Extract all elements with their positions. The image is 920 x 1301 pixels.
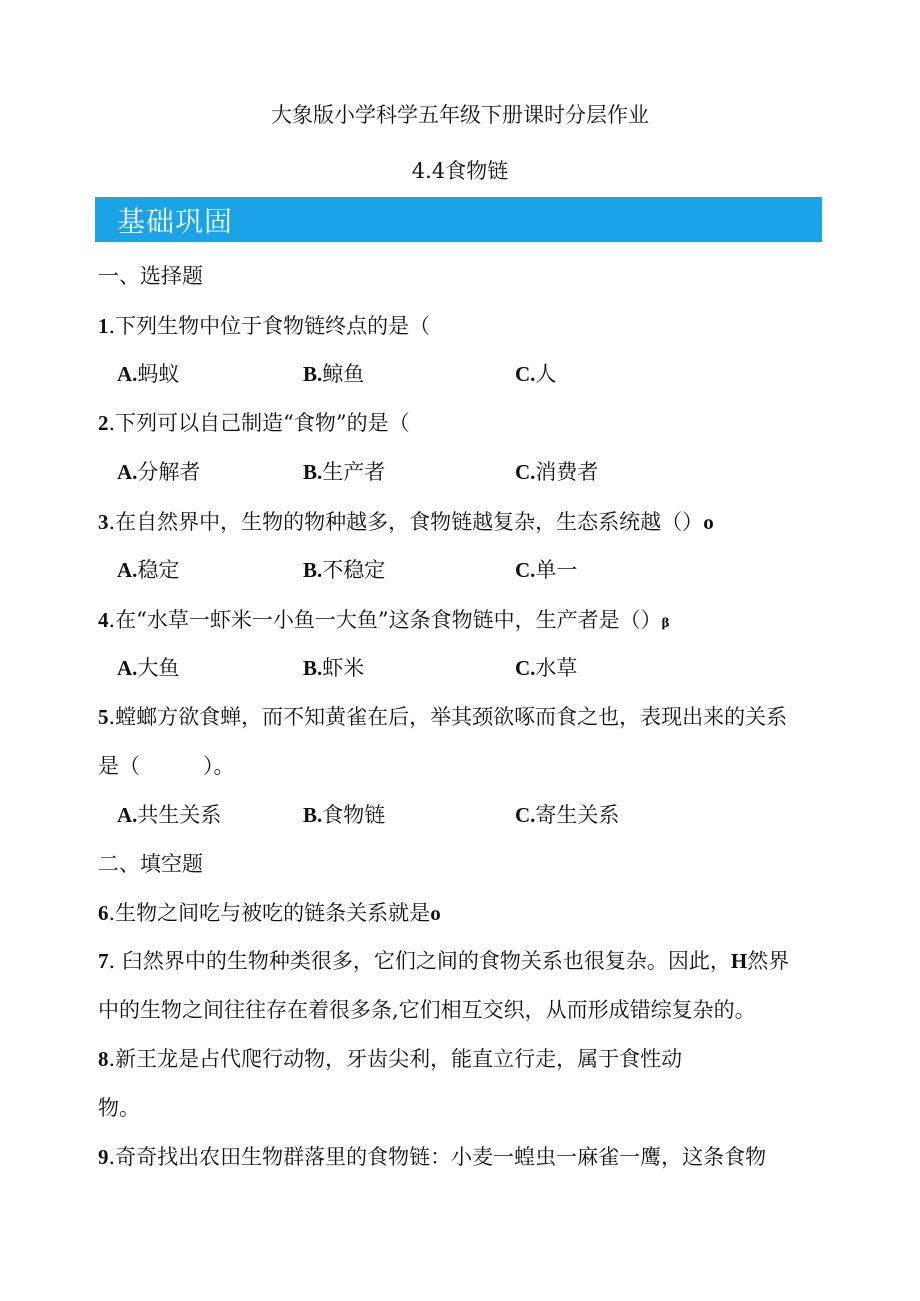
question-text: . 臼然界中的生物种类很多，它们之间的食物关系也很复杂。因此，: [108, 949, 731, 973]
option-b: B.不稳定: [303, 558, 386, 582]
option-a: A.稳定: [117, 558, 180, 582]
option-c: C.人: [515, 362, 557, 386]
question-text-b: 然界: [747, 949, 790, 973]
question-number: 4: [98, 608, 109, 632]
question-8: [98, 1043, 682, 1073]
question-text: .在自然界中，生物的物种越多，食物链越复杂，生态系统越（）: [108, 510, 704, 534]
question-number: 5: [98, 705, 109, 729]
option-c: C.单一: [515, 558, 578, 582]
question-5-line-2: 是（ ）。: [98, 754, 235, 778]
question-number: 2: [98, 411, 109, 435]
lesson-title: 4.4食物链: [411, 159, 509, 183]
question-8-line-2: 物。: [98, 1096, 140, 1120]
question-7-line-2: 中的生物之间往往存在着很多条,它们相互交织，从而形成错综复杂的。: [98, 998, 756, 1022]
question-mid: H: [730, 949, 748, 973]
question-number: 9: [98, 1145, 109, 1169]
question-text: .下列生物中位于食物链终点的是（: [108, 314, 431, 338]
question-3: [98, 506, 714, 536]
option-a: A.共生关系: [117, 803, 222, 827]
option-c: C.水草: [515, 656, 578, 680]
question-1: [98, 310, 430, 340]
option-a: A.蚂蚁: [117, 362, 180, 386]
question-number: 3: [98, 510, 109, 534]
document-title: 大象版小学科学五年级下册课时分层作业: [271, 103, 649, 127]
question-text: .新王龙是占代爬行动物，牙齿尖利，能直立行走，属于食性动: [108, 1047, 683, 1071]
option-b: B.虾米: [303, 656, 365, 680]
question-text: .下列可以自己制造“食物”的是（: [108, 411, 410, 435]
question-tail: β: [661, 616, 670, 630]
question-number: 6: [98, 901, 109, 925]
question-2: [98, 407, 410, 437]
option-c: C.寄生关系: [515, 803, 620, 827]
banner-label: 基础巩固: [117, 205, 234, 238]
question-text: .螳螂方欲食蝉，而不知黄雀在后，举其颈欲啄而食之也，表现出来的关系: [108, 705, 788, 729]
question-number: 8: [98, 1047, 109, 1071]
question-9: [98, 1141, 766, 1171]
option-a: A.大鱼: [117, 656, 180, 680]
question-5: [98, 701, 787, 731]
question-tail: o: [703, 510, 714, 534]
option-a: A.分解者: [117, 460, 201, 484]
option-b: B.鲸鱼: [303, 362, 365, 386]
question-text: .在“水草一虾米一小鱼一大鱼”这条食物链中，生产者是（）: [108, 608, 662, 632]
section-heading-choice: 一、选择题: [98, 264, 203, 288]
option-c: C.消费者: [515, 460, 599, 484]
section-heading-fill: 二、填空题: [98, 852, 203, 876]
question-6: [98, 897, 441, 927]
question-4: [98, 604, 670, 634]
question-number: 7: [98, 949, 109, 973]
question-number: 1: [98, 314, 109, 338]
question-text: .生物之间吃与被吃的链条关系就是: [108, 901, 431, 925]
question-text: .奇奇找出农田生物群落里的食物链：小麦一蝗虫一麻雀一鹰，这条食物: [108, 1145, 767, 1169]
section-banner: [95, 197, 822, 242]
option-b: B.生产者: [303, 460, 386, 484]
option-b: B.食物链: [303, 803, 386, 827]
question-tail: o: [430, 901, 441, 925]
question-7: [98, 945, 789, 975]
